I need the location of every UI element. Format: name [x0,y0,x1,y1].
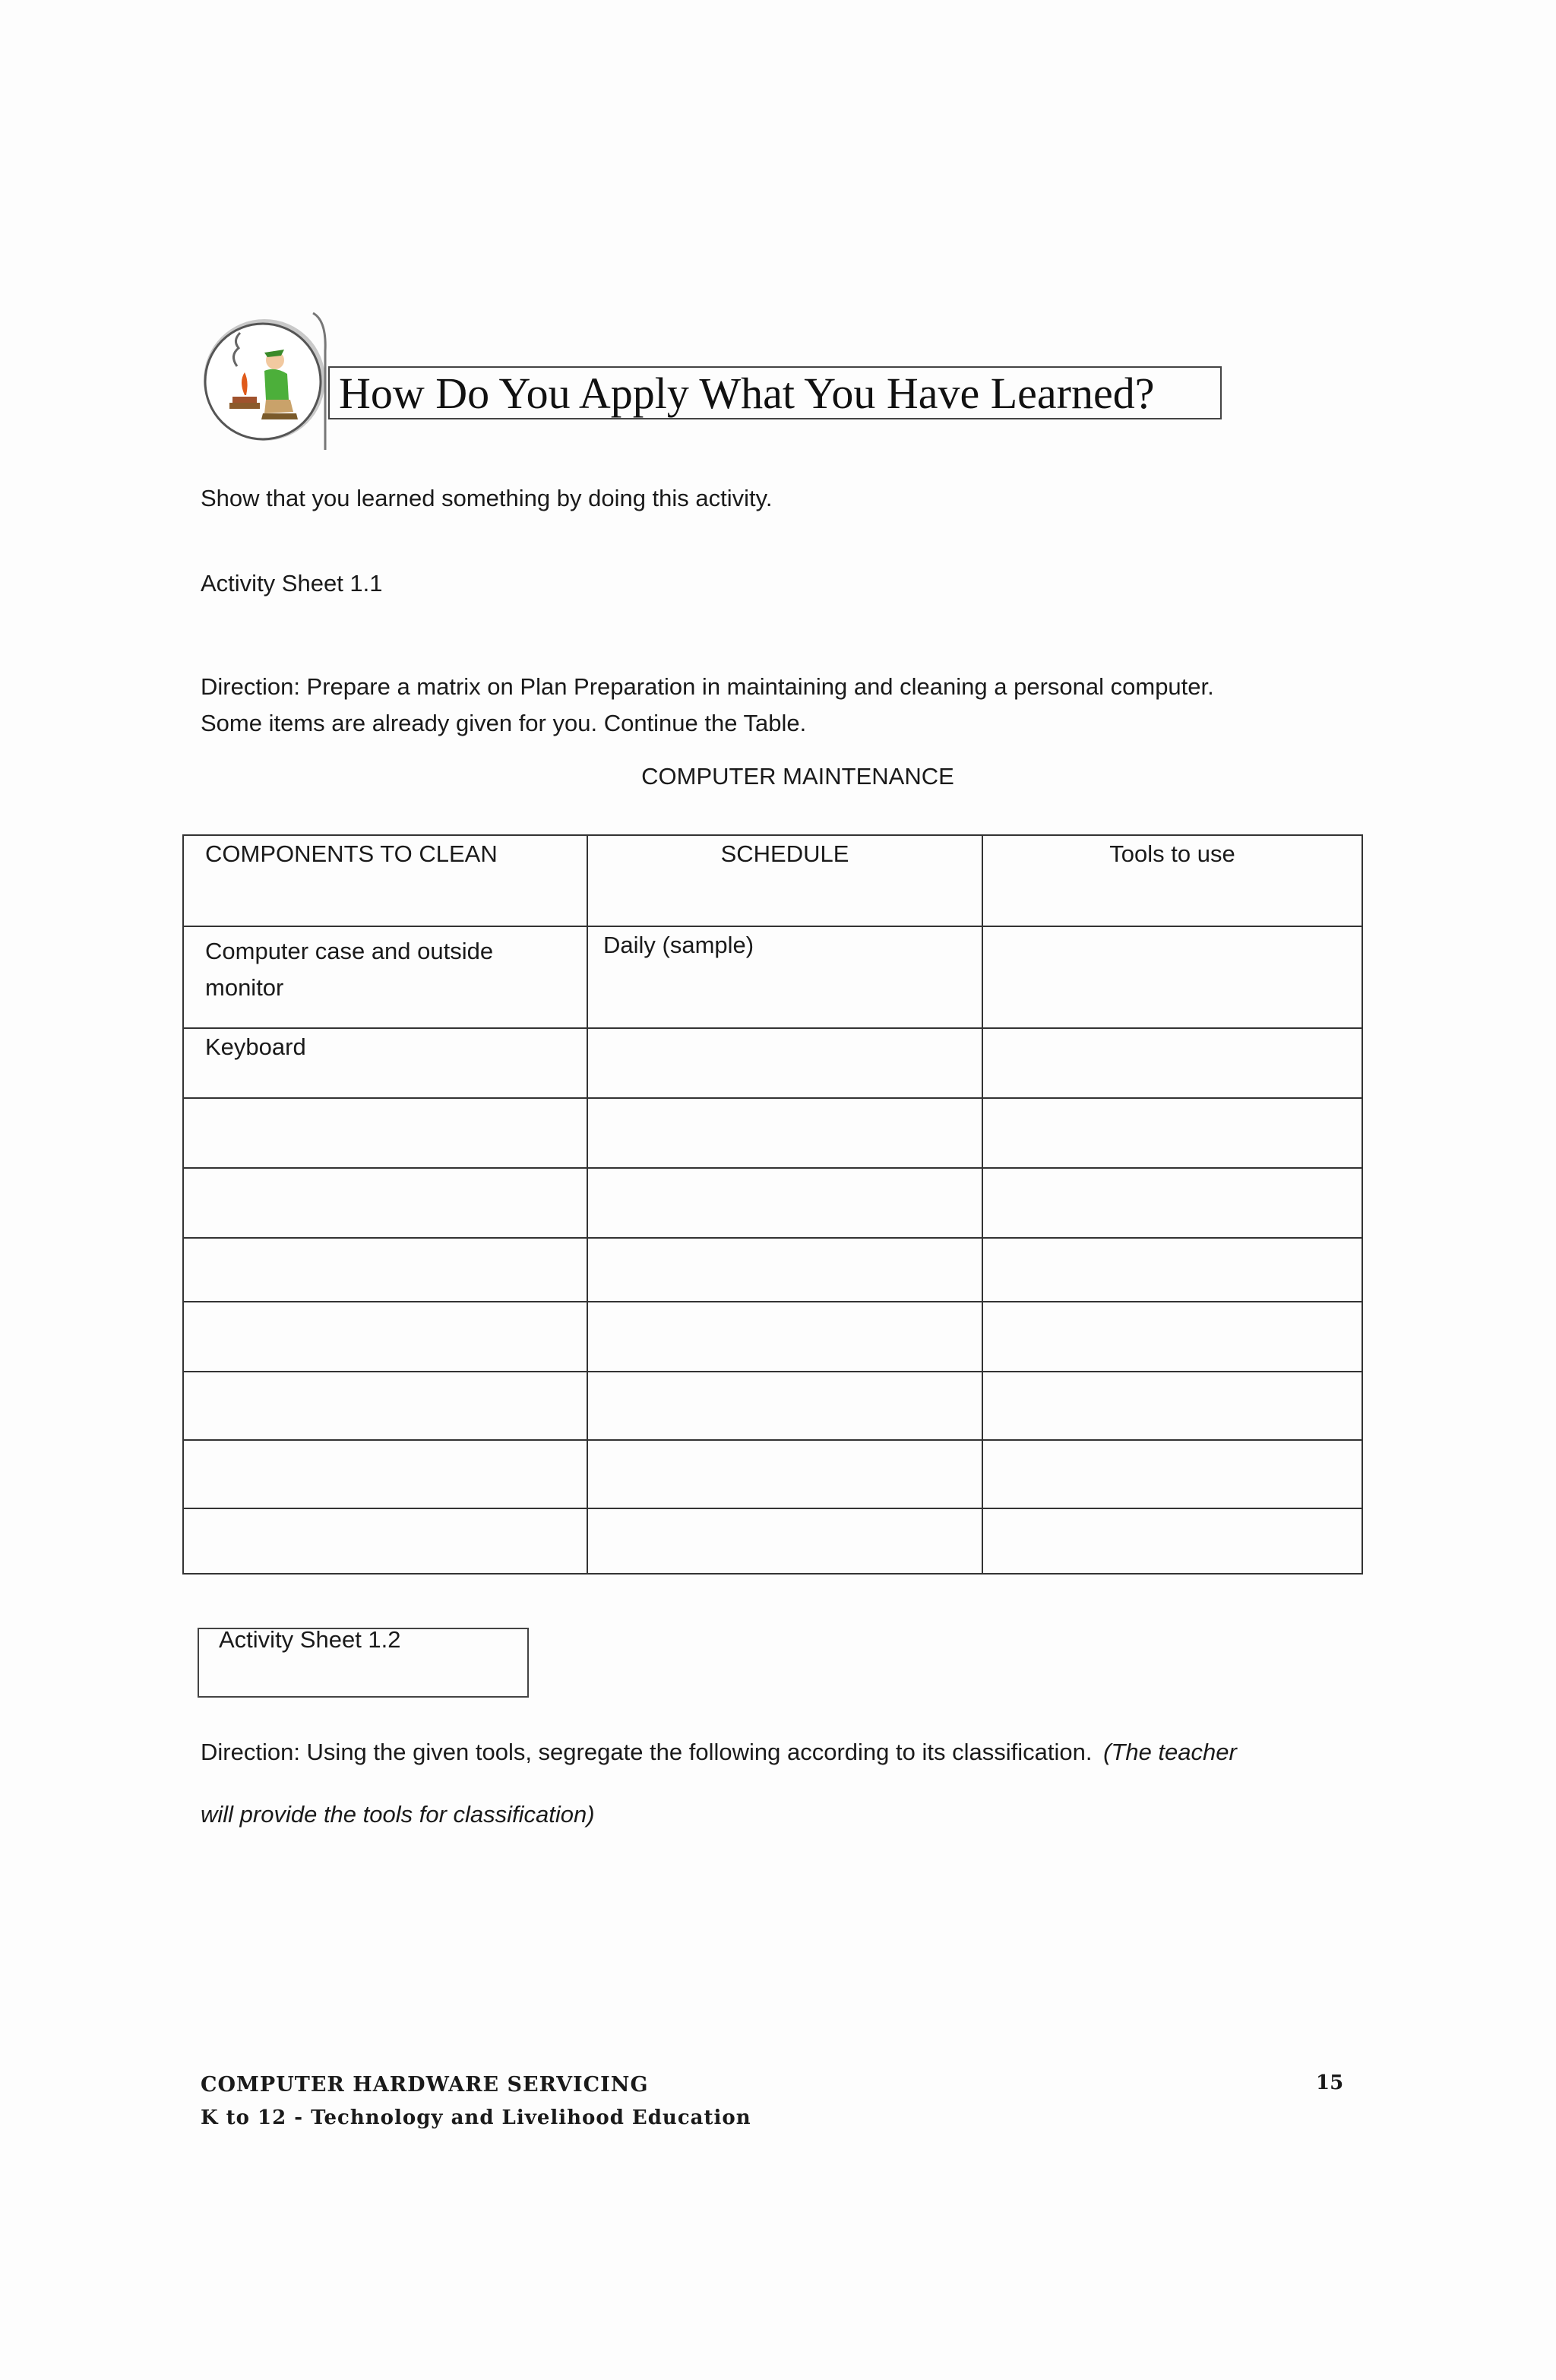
activity-sheet-1-1-label: Activity Sheet 1.1 [201,570,383,597]
table-cell [982,1238,1362,1302]
table-cell-tools [982,1028,1362,1098]
table-cell [587,1372,982,1440]
page-number: 15 [1316,2071,1344,2094]
table-title: COMPUTER MAINTENANCE [641,763,954,790]
table-cell [183,1238,587,1302]
intro-text: Show that you learned something by doing this activity. [201,485,773,511]
column-header-components: COMPONENTS TO CLEAN [183,835,587,926]
person-at-campfire-icon [199,305,327,450]
table-row [183,926,1362,1028]
page-title: How Do You Apply What You Have Learned? [339,369,1155,418]
table-cell [183,1168,587,1238]
table-row [183,1098,1362,1168]
direction-line-2: Some items are already given for you. Continue the Table. [201,710,807,736]
component-line-2: monitor [205,974,284,1001]
table-cell [982,1440,1362,1508]
component-line-1: Computer case and outside [205,938,494,964]
table-cell-schedule [587,1028,982,1098]
table-cell [183,1098,587,1168]
table-cell [183,1508,587,1574]
computer-maintenance-table [182,834,1363,1575]
direction-2-line-1 [201,1734,1237,1771]
direction-2-text: Direction: Using the given tools, segregate the following according to its classification. [201,1739,1093,1765]
table-cell [183,1302,587,1372]
table-cell [982,1508,1362,1574]
table-cell [587,1440,982,1508]
table-cell [587,1098,982,1168]
table-cell-tools [982,926,1362,1028]
direction-2-italic-start: (The teacher [1103,1739,1237,1765]
direction-line-1: Direction: Prepare a matrix on Plan Preparation in maintaining and cleaning a personal computer. [201,673,1214,700]
table-row [183,1302,1362,1372]
table-cell [982,1302,1362,1372]
table-cell [587,1238,982,1302]
table-cell [587,1302,982,1372]
activity-sheet-1-2-label: Activity Sheet 1.2 [219,1626,401,1653]
table-cell [587,1168,982,1238]
table-cell [982,1372,1362,1440]
column-header-schedule: SCHEDULE [587,835,982,926]
table-cell [982,1168,1362,1238]
table-cell-schedule: Daily (sample) [587,926,982,1028]
table-row [183,1372,1362,1440]
table-cell [982,1098,1362,1168]
footer-program: K to 12 - Technology and Livelihood Education [201,2106,751,2129]
table-row [183,1238,1362,1302]
footer-subject: COMPUTER HARDWARE SERVICING [201,2073,649,2097]
table-cell [587,1508,982,1574]
table-cell-component [183,926,587,1028]
table-row [183,1168,1362,1238]
table-cell [183,1440,587,1508]
table-row [183,1028,1362,1098]
table-cell [183,1372,587,1440]
table-header-row [183,835,1362,926]
table-cell-component: Keyboard [183,1028,587,1098]
table-row [183,1440,1362,1508]
column-header-tools: Tools to use [982,835,1362,926]
direction-2-line-2: will provide the tools for classification) [201,1801,595,1828]
table-row [183,1508,1362,1574]
